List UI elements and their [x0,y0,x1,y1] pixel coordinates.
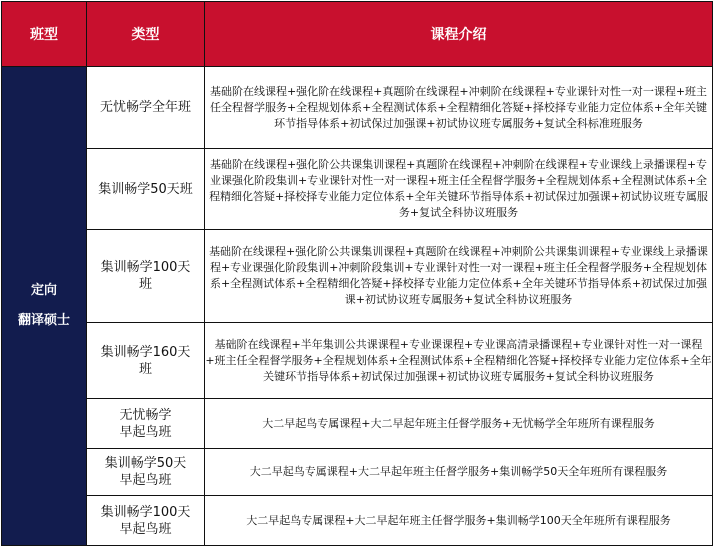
type-cell [87,323,205,399]
type-label: 集训畅学100天 [100,504,191,520]
type-cell [87,149,205,230]
group-label-line2: 翻译硕士 [17,313,70,328]
intro-cell: 大二早起鸟专属课程+大二早起年班主任督学服务+无忧畅学全年班所有课程服务 [205,399,713,449]
intro-cell: 大二早起鸟专属课程+大二早起年班主任督学服务+集训畅学100天全年班所有课程服务 [205,496,713,546]
type-label: 集训畅学50天 [104,456,187,471]
intro-cell: 基础阶在线课程+半年集训公共课课程+专业课课程+专业课高清录播课程+专业课针对性一对一课程+班主任全程督学服务+全程规划体系+全程测试体系+全程精细化答疑+择校择专业能力定位体系+全年关键环节指导体系+初试保过加强课+初试协议班专属服务+复试全科协议班服务 [205,323,713,399]
intro-cell: 大二早起鸟专属课程+大二早起年班主任督学服务+集训畅学50天全年班所有课程服务 [205,449,713,496]
header-jieshao: 课程介绍 [205,2,713,67]
type-label: 早起鸟班 [119,424,172,440]
type-label: 早起鸟班 [119,521,172,537]
type-cell [87,449,205,496]
table-row [2,449,713,496]
type-cell [87,230,205,323]
table-row [2,230,713,323]
intro-cell: 基础阶在线课程+强化阶公共课集训课程+真题阶在线课程+冲刺阶在线课程+专业课线上录播课程+专业课强化阶段集训+专业课针对性一对一课程+班主任全程督学服务+全程规划体系+全程测试体系+全程精细化答疑+择校择专业能力定位体系+全年关键环节指导体系+初试保过加强课+初试协议班专属服务+复试全科协议班服务 [205,149,713,230]
header-leixing: 类型 [87,2,205,67]
header-row [2,2,713,67]
type-label: 集训畅学100天 [100,260,191,275]
type-cell [87,496,205,546]
intro-cell: 基础阶在线课程+强化阶在线课程+真题阶在线课程+冲刺阶在线课程+专业课针对性一对一课程+班主任全程督学服务+全程规划体系+全程测试体系+全程精细化答疑+择校择专业能力定位体系+全年关键环节指导体系+初试保过加强课+初试协议班专属服务+复试全科标准班服务 [205,67,713,149]
type-label: 早起鸟班 [119,473,172,488]
table-row [2,496,713,546]
type-cell [87,399,205,449]
group-cell [2,67,87,546]
type-label: 无忧畅学 [119,407,172,423]
type-label: 无忧畅学全年班 [99,100,191,115]
type-label: 班 [138,361,152,377]
table-row [2,67,713,149]
intro-cell: 基础阶在线课程+强化阶公共课集训课程+真题阶在线课程+冲刺阶公共课集训课程+专业课线上录播课程+专业课强化阶段集训+冲刺阶段集训+专业课针对性一对一课程+班主任全程督学服务+全程规划体系+全程测试体系+全程精细化答疑+择校择专业能力定位体系+全年关键环节指导体系+初试保过加强课+初试协议班专属服务+复试全科协议班服务 [205,230,713,323]
header-banxing: 班型 [2,2,87,67]
type-label: 集训畅学160天 [100,344,191,360]
table-row [2,149,713,230]
type-cell [87,67,205,149]
course-table [1,1,713,546]
type-label: 集训畅学50天班 [98,181,193,197]
group-label-line1: 定向 [30,283,57,298]
table-row [2,399,713,449]
type-label: 班 [138,277,152,292]
table-row [2,323,713,399]
